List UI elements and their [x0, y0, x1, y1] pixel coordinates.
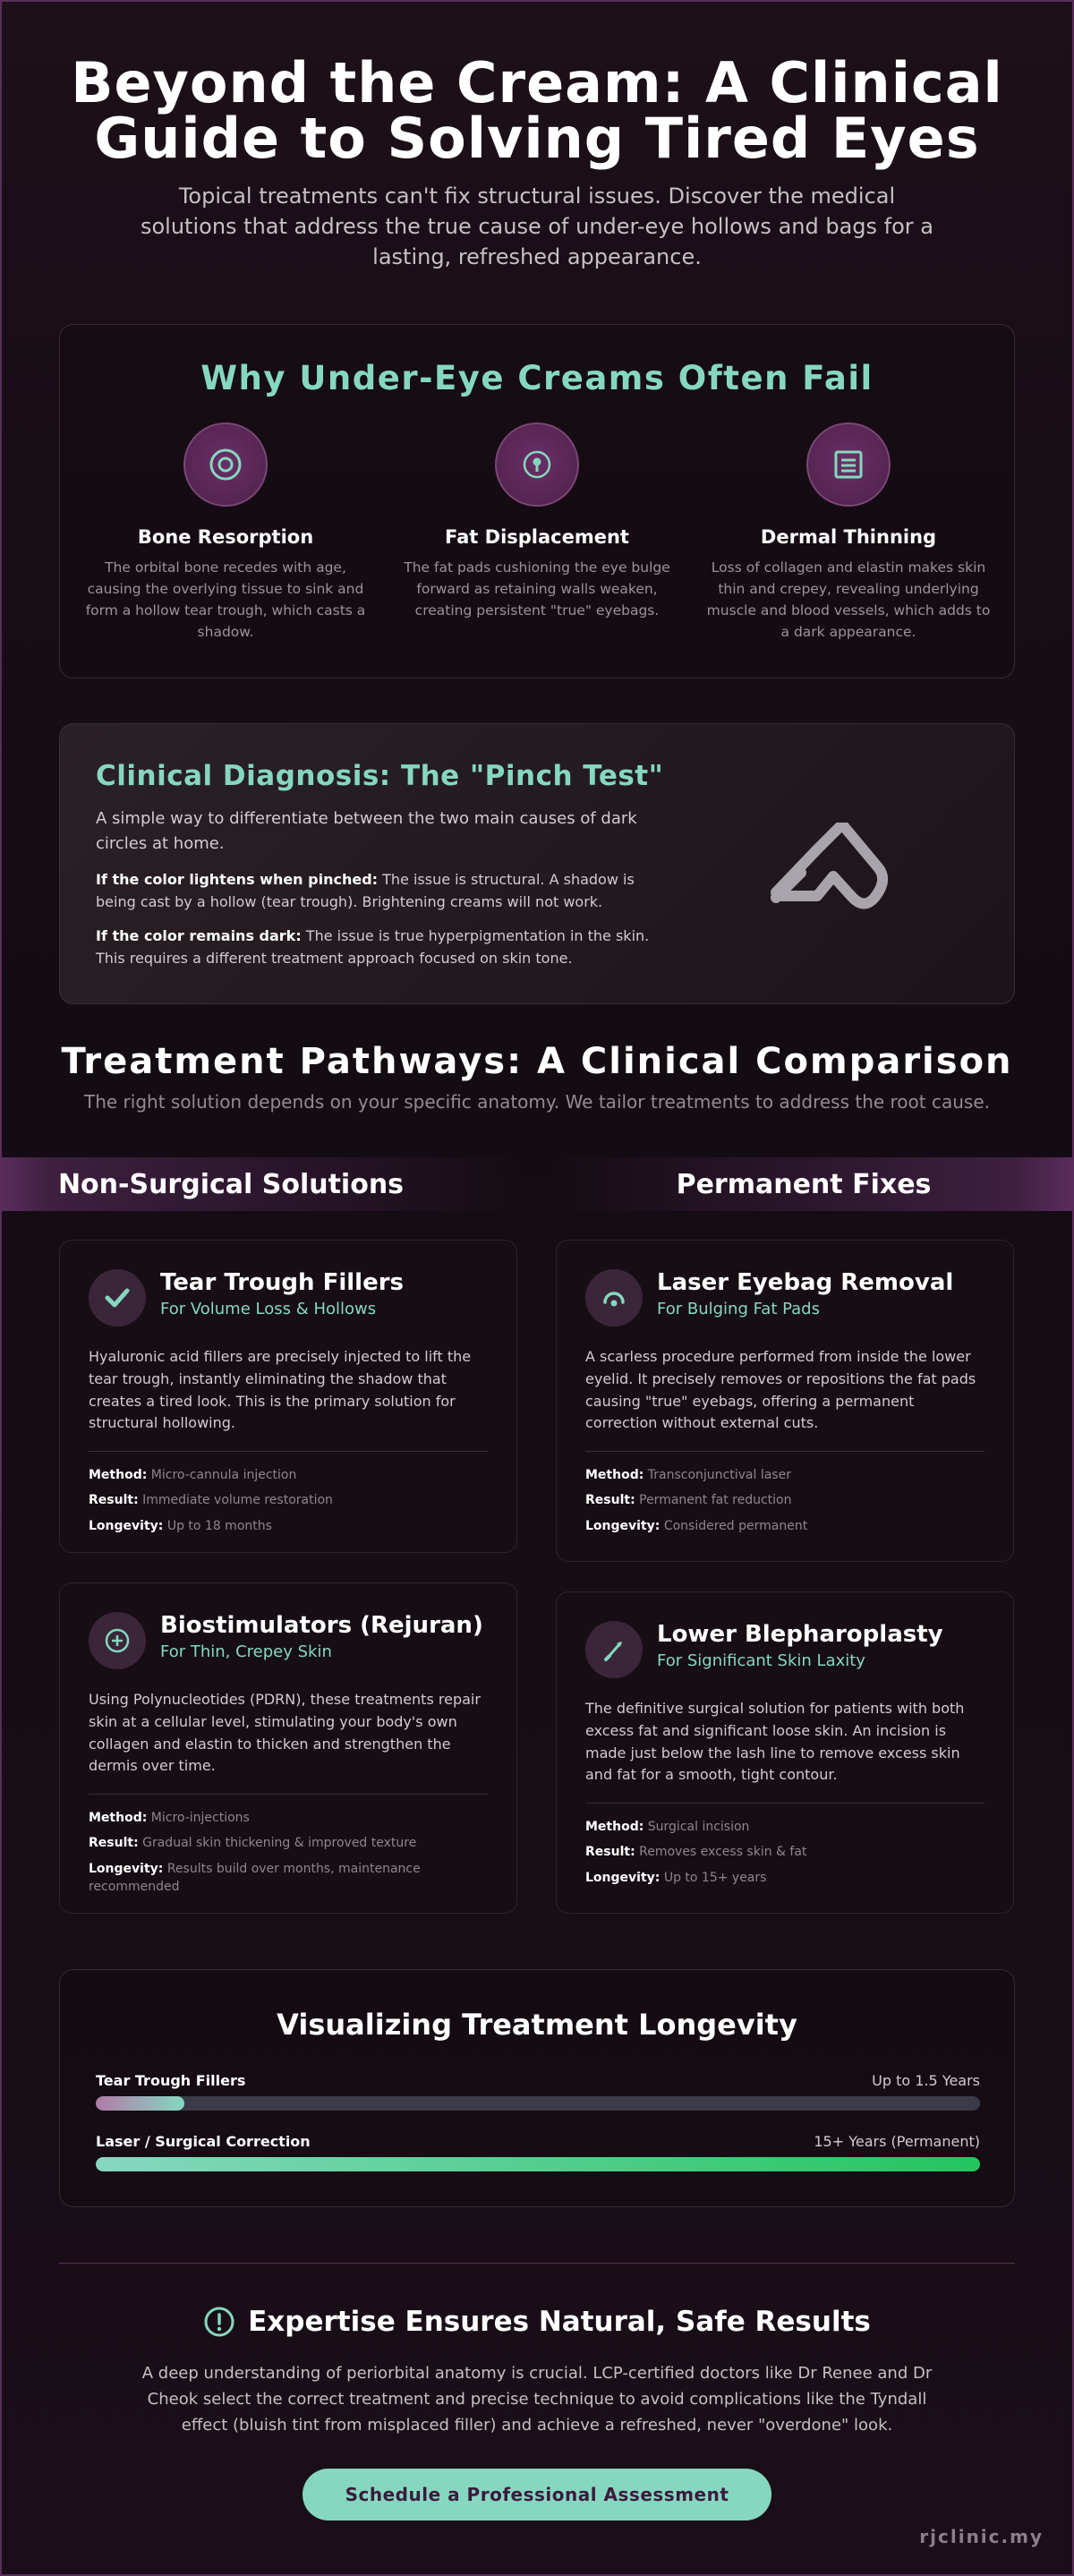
spec-value: Immediate volume restoration: [138, 1493, 333, 1508]
treatment-pathways-header: [0, 1041, 1074, 1113]
spec-value: Gradual skin thickening & improved texture: [138, 1836, 417, 1851]
divider: [585, 1451, 984, 1452]
spec-method: [89, 1466, 488, 1484]
spec-value: Micro-cannula injection: [147, 1468, 297, 1483]
spec-value: Up to 15+ years: [660, 1870, 767, 1885]
expertise-section: [0, 2306, 1074, 2521]
heading-text: Non-Surgical Solutions: [57, 1168, 405, 1200]
spec-longevity: [585, 1869, 984, 1887]
spec-label: Method:: [89, 1468, 148, 1483]
alert-circle-icon: [203, 2306, 235, 2338]
treatment-description: A scarless procedure performed from inside the lower eyelid. It precisely removes or repositions the fat pads causing "true" eyebags, offering a permanent correction without external cuts.: [585, 1348, 976, 1432]
spec-label: Result:: [89, 1836, 139, 1851]
divider: [89, 1794, 488, 1795]
page-title: Beyond the Cream: A Clinical Guide to Solving Tired Eyes: [71, 50, 1003, 171]
diagnosis-intro: A simple way to differentiate between the two main causes of dark circles at home.: [96, 809, 637, 853]
divider: [89, 1451, 488, 1452]
bar-label: Laser / Surgical Correction: [96, 2133, 311, 2150]
pinch-hand-icon: [763, 823, 898, 921]
layers-icon: [806, 422, 891, 507]
expertise-title: Expertise Ensures Natural, Safe Results: [248, 2306, 871, 2338]
spec-label: Longevity:: [585, 1518, 661, 1533]
spec-label: Method:: [585, 1468, 644, 1483]
treatment-subtitle: For Volume Loss & Hollows: [160, 1300, 377, 1318]
bar-track: [96, 2157, 980, 2171]
why-item-title: Fat Displacement: [445, 526, 629, 548]
diagnosis-point-pigment: [96, 925, 669, 970]
why-item-text: Loss of collagen and elastin makes skin thin and crepey, revealing underlying muscle and blood vessels, which adds to a dark appearance.: [706, 559, 991, 641]
spec-label: Result:: [585, 1845, 635, 1860]
treatment-card-blepharoplasty: [556, 1591, 1014, 1914]
spec-result: [585, 1491, 984, 1509]
bar-label: Tear Trough Fillers: [96, 2072, 246, 2089]
treatment-subtitle: For Significant Skin Laxity: [657, 1651, 865, 1670]
treatment-card-fillers: [59, 1240, 517, 1553]
spec-result: [89, 1834, 488, 1852]
why-item-dermal: [701, 422, 996, 643]
why-item-title: Dermal Thinning: [760, 526, 937, 548]
spec-label: Result:: [89, 1493, 139, 1508]
expertise-text: A deep understanding of periorbital anatomy is crucial. LCP-certified doctors like Dr Renee and Dr Cheok select the correct treatment and precise technique to avoid complications like the Tyndall effect (bluish tint from misplaced filler) and achieve a refreshed, never "overdone" look.: [141, 2364, 933, 2435]
diagnosis-point-structural: [96, 869, 669, 914]
spec-value: Considered permanent: [660, 1518, 808, 1533]
spec-value: Permanent fat reduction: [635, 1493, 792, 1508]
spec-result: [89, 1491, 488, 1509]
spec-label: Result:: [585, 1493, 635, 1508]
point-label: If the color lightens when pinched:: [96, 870, 379, 888]
target-icon: [183, 422, 268, 507]
why-item-title: Bone Resorption: [137, 526, 314, 548]
spec-value: Results build over months, maintenance recommended: [89, 1861, 421, 1895]
point-text: The issue is structural. A shadow is being cast by a hollow (tear trough). Brightening creams will not work.: [96, 870, 635, 910]
why-title: Why Under-Eye Creams Often Fail: [200, 359, 874, 397]
permanent-heading: [555, 1157, 1074, 1211]
pin-icon: [495, 422, 579, 507]
treatment-subtitle: For Thin, Crepey Skin: [160, 1642, 332, 1661]
spec-method: [585, 1818, 984, 1836]
bar-value: Up to 1.5 Years: [872, 2072, 980, 2089]
spec-longevity: [89, 1517, 488, 1535]
treatment-description: Using Polynucleotides (PDRN), these treatments repair skin at a cellular level, stimulating your body's own collagen and elastin to thicken and strengthen the dermis over time.: [89, 1691, 481, 1775]
heading-text: Permanent Fixes: [676, 1168, 932, 1200]
treatment-subtitle: For Bulging Fat Pads: [657, 1300, 820, 1318]
treatment-title: Biostimulators (Rejuran): [160, 1612, 483, 1639]
treatment-description: Hyaluronic acid fillers are precisely injected to lift the tear trough, instantly eliminating the shadow that creates a tired look. This is the primary solution for structural hollowing.: [89, 1348, 472, 1432]
longevity-card: [59, 1969, 1015, 2207]
spec-value: Removes excess skin & fat: [635, 1845, 807, 1860]
diagnosis-title: Clinical Diagnosis: The "Pinch Test": [96, 760, 664, 792]
spec-value: Surgical incision: [644, 1820, 750, 1835]
spec-label: Longevity:: [89, 1518, 164, 1533]
hero: [0, 0, 1074, 272]
treatment-card-biostimulators: [59, 1582, 517, 1914]
point-text: The issue is true hyperpigmentation in the skin. This requires a different treatment approach focused on skin tone.: [96, 927, 650, 968]
bar-track: [96, 2096, 980, 2111]
bar-fill: [96, 2096, 184, 2111]
pathways-title: Treatment Pathways: A Clinical Comparison: [61, 1041, 1013, 1082]
spec-longevity: [89, 1860, 488, 1897]
check-icon: [89, 1269, 146, 1326]
section-divider: [59, 2263, 1015, 2264]
scalpel-icon: [585, 1621, 643, 1678]
schedule-assessment-button[interactable]: Schedule a Professional Assessment: [303, 2469, 772, 2521]
spec-label: Method:: [89, 1811, 148, 1826]
non-surgical-heading: [0, 1157, 519, 1211]
treatment-description: The definitive surgical solution for patients with both excess fat and significant loose skin. An incision is made just below the lash line to remove excess skin and fat for a smooth, tight contour.: [585, 1700, 965, 1784]
spec-label: Method:: [585, 1820, 644, 1835]
treatment-title: Lower Blepharoplasty: [657, 1621, 943, 1648]
spec-longevity: [585, 1517, 984, 1535]
why-item-text: The fat pads cushioning the eye bulge forward as retaining walls weaken, creating persistent "true" eyebags.: [404, 559, 670, 619]
pathways-subtitle: The right solution depends on your specific anatomy. We tailor treatments to address the root cause.: [84, 1091, 990, 1113]
spec-label: Longevity:: [89, 1861, 164, 1876]
bar-fill: [96, 2157, 980, 2171]
longevity-bar-fillers: [96, 2072, 980, 2111]
spec-value: Transconjunctival laser: [644, 1468, 791, 1483]
spec-method: [89, 1809, 488, 1827]
laser-icon: [585, 1269, 643, 1326]
spec-label: Longevity:: [585, 1870, 661, 1885]
brand-url: rjclinic.my: [919, 2526, 1044, 2547]
bar-value: 15+ Years (Permanent): [814, 2133, 980, 2150]
why-item-bone: [78, 422, 373, 643]
why-item-text: The orbital bone recedes with age, causing the overlying tissue to sink and form a hollow tear trough, which casts a shadow.: [85, 559, 366, 641]
treatment-title: Laser Eyebag Removal: [657, 1269, 954, 1296]
pinch-test-card: [59, 723, 1015, 1004]
why-creams-fail-card: [59, 324, 1015, 678]
spec-value: Micro-injections: [147, 1811, 250, 1826]
spec-method: [585, 1466, 984, 1484]
longevity-bar-surgical: [96, 2133, 980, 2171]
spec-value: Up to 18 months: [163, 1518, 272, 1533]
expertise-heading: [203, 2306, 871, 2338]
treatment-card-laser: [556, 1240, 1014, 1562]
page-subtitle: Topical treatments can't fix structural issues. Discover the medical solutions that address the true cause of under-eye hollows and bags for a lasting, refreshed appearance.: [140, 183, 933, 270]
why-item-fat: [389, 422, 685, 643]
plus-circle-icon: [89, 1612, 146, 1669]
longevity-title: Visualizing Treatment Longevity: [277, 2008, 797, 2042]
divider: [585, 1803, 984, 1804]
spec-result: [585, 1843, 984, 1861]
treatment-title: Tear Trough Fillers: [160, 1269, 405, 1296]
point-label: If the color remains dark:: [96, 927, 302, 945]
